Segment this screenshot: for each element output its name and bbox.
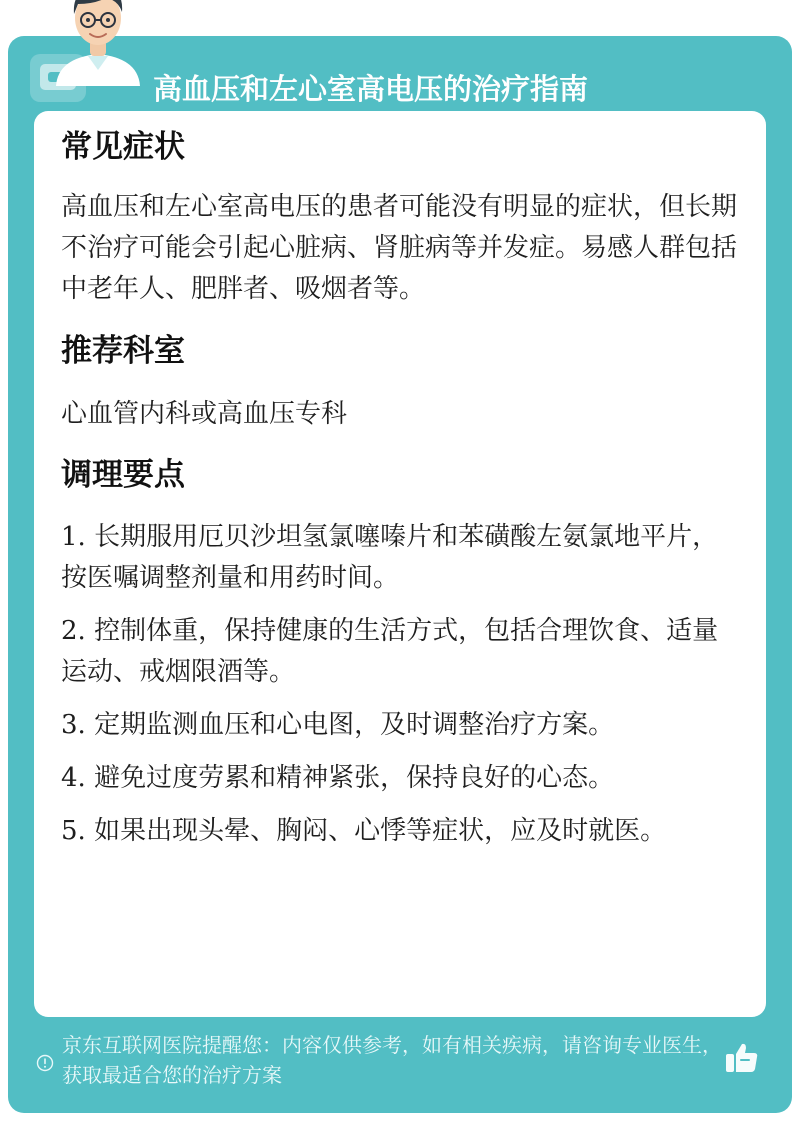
content-card [34,111,766,1017]
symptoms-text: 高血压和左心室高电压的患者可能没有明显的症状，但长期不治疗可能会引起心脏病、肾脏病等并发症。易感人群包括中老年人、肥胖者、吸烟者等。 [61,192,738,304]
care-item [61,705,741,746]
care-item-number: 3. [61,710,86,740]
care-item-number: 1. [61,522,86,552]
info-icon [36,1054,54,1072]
disclaimer: 京东互联网医院提醒您：内容仅供参考，如有相关疾病，请咨询专业医生，获取最适合您的治疗方案 [62,1033,722,1087]
care-item-number: 2. [61,616,86,646]
care-item-number: 4. [61,763,86,793]
care-item [61,611,741,693]
page-title: 高血压和左心室高电压的治疗指南 [153,72,589,107]
care-item-text: 如果出现头晕、胸闷、心悸等症状，应及时就医。 [85,816,667,846]
care-item [61,758,741,799]
section-title-symptoms: 常见症状 [61,129,185,165]
department-text: 心血管内科或高血压专科 [61,399,348,429]
care-item-text: 定期监测血压和心电图，及时调整治疗方案。 [85,710,615,740]
thumbs-up-icon[interactable] [724,1040,760,1076]
care-item-text: 避免过度劳累和精神紧张，保持良好的心态。 [85,763,615,793]
care-item [61,811,741,852]
care-item [61,517,741,599]
care-item-text: 控制体重，保持健康的生活方式，包括合理饮食、适量运动、戒烟限酒等。 [61,616,719,687]
care-item-number: 5. [61,816,86,846]
section-title-department: 推荐科室 [61,333,185,369]
section-title-care: 调理要点 [61,457,185,493]
care-item-text: 长期服用厄贝沙坦氢氯噻嗪片和苯磺酸左氨氯地平片，按医嘱调整剂量和用药时间。 [61,522,719,593]
doctor-avatar [48,0,148,86]
guide-frame [8,36,792,1113]
